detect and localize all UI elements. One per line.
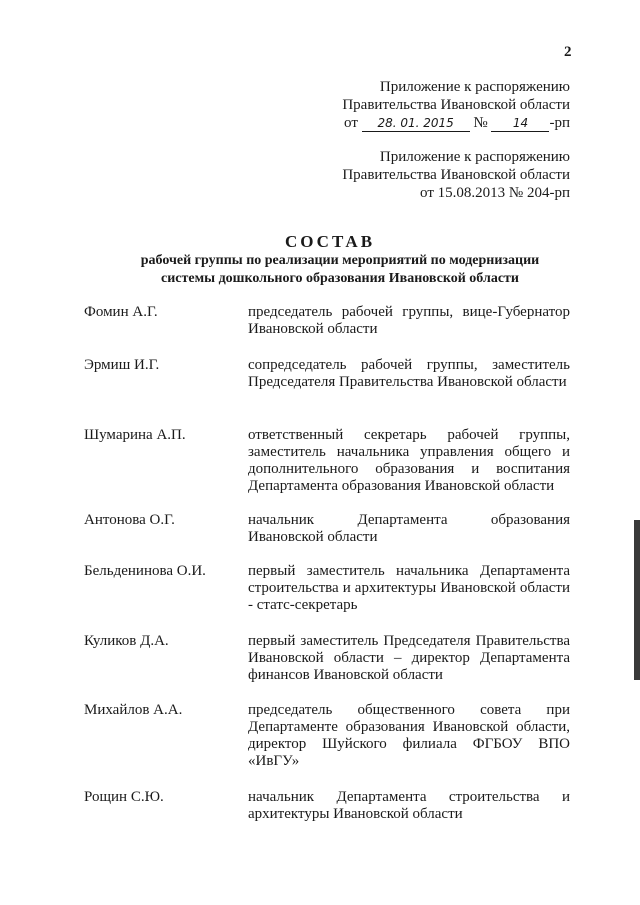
member-role: сопредседатель рабочей группы, заместитель Председателя Правительства Ивановской области (248, 357, 570, 390)
member-role: ответственный секретарь рабочей группы, заместитель начальника управления общего и дополнительного образования и воспитания Департамента образования Ивановской области (248, 427, 570, 494)
handwritten-number: 14 (491, 116, 549, 132)
page-number: 2 (564, 44, 572, 60)
number-suffix: -рп (549, 115, 570, 131)
appendix-current-line2: Правительства Ивановской области (342, 97, 570, 113)
member-name: Шумарина А.П. (84, 427, 186, 443)
member-name: Михайлов А.А. (84, 702, 183, 718)
subtitle-line2: системы дошкольного образования Ивановской области (161, 271, 519, 286)
scan-edge-mark (634, 520, 640, 680)
number-sign: № (473, 115, 488, 131)
member-role: председатель общественного совета при Департаменте образования Ивановской области, директор Шуйского филиала ФГБОУ ВПО «ИвГУ» (248, 702, 570, 769)
member-name: Антонова О.Г. (84, 512, 175, 528)
member-name: Куликов Д.А. (84, 633, 169, 649)
appendix-original-line3: от 15.08.2013 № 204-рп (420, 185, 570, 201)
member-name: Фомин А.Г. (84, 304, 158, 320)
from-label: от (344, 115, 358, 131)
appendix-original-line2: Правительства Ивановской области (342, 167, 570, 183)
member-role: начальник Департамента строительства и архитектуры Ивановской области (248, 789, 570, 822)
member-name: Эрмиш И.Г. (84, 357, 160, 373)
member-role: председатель рабочей группы, вице-Губернатор Ивановской области (248, 304, 570, 337)
member-role: начальник Департамента образования Ивановской области (248, 512, 570, 545)
member-name: Бельденинова О.И. (84, 563, 206, 579)
appendix-original (342, 148, 570, 202)
appendix-current-line3 (342, 114, 570, 132)
appendix-original-line1: Приложение к распоряжению (379, 149, 570, 165)
member-role: первый заместитель начальника Департамента строительства и архитектуры Ивановской области - статс-секретарь (248, 563, 570, 613)
document-subtitle (105, 252, 575, 288)
appendix-current (342, 78, 570, 132)
appendix-current-line1: Приложение к распоряжению (379, 79, 570, 95)
member-role: первый заместитель Председателя Правительства Ивановской области – директор Департамента финансов Ивановской области (248, 633, 570, 683)
member-name: Рощин С.Ю. (84, 789, 164, 805)
subtitle-line1: рабочей группы по реализации мероприятий по модернизации (140, 253, 540, 268)
handwritten-date: 28. 01. 2015 (362, 116, 470, 132)
document-title: СОСТАВ (284, 232, 376, 251)
